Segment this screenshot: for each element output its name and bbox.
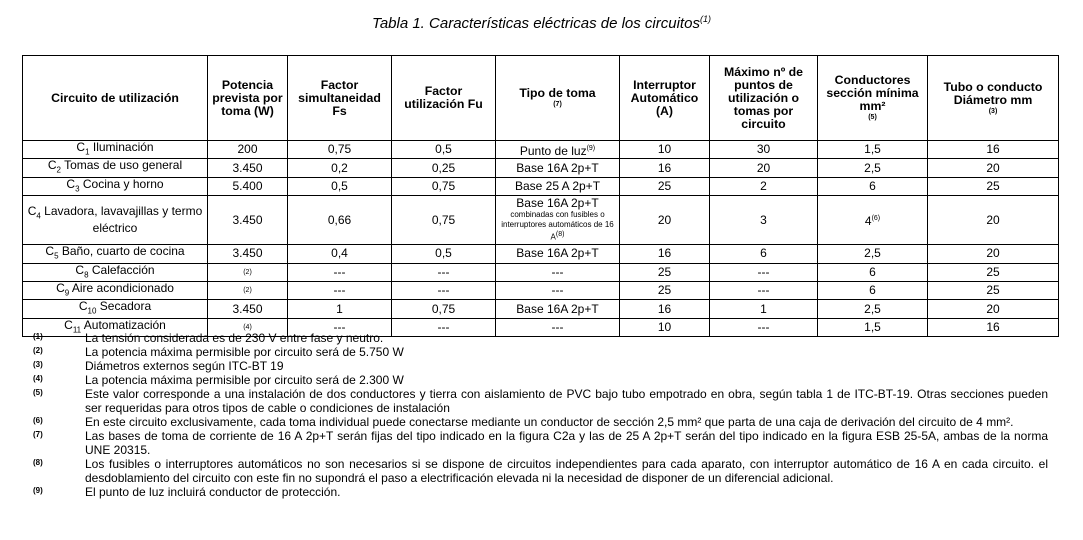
circuit-name: Secadora [96, 299, 152, 314]
interruptor-cell: 10 [620, 318, 710, 336]
footnote-text: La potencia máxima permisible por circuito será de 2.300 W [85, 373, 404, 387]
maximo-cell: 6 [710, 245, 818, 263]
circuit-sub: 9 [64, 288, 70, 298]
circuit-code: C [66, 176, 76, 191]
column-header [23, 56, 208, 141]
fs-cell: 0,4 [288, 245, 392, 263]
footnote [33, 429, 1048, 457]
toma-value: --- [551, 283, 564, 298]
circuit-sub: 10 [87, 306, 97, 316]
circuit-sub: 1 [85, 147, 90, 157]
footnote [33, 457, 1048, 485]
toma-value: Base 16A 2p+T [516, 301, 599, 316]
fu-cell: 0,5 [392, 141, 496, 159]
seccion-cell [818, 263, 928, 281]
seccion-value: 1,5 [864, 319, 881, 334]
table-row [23, 245, 1059, 263]
toma-extra: combinadas con fusibles o interruptores automáticos de 16 $A^{(8)}$ [501, 210, 614, 242]
seccion-value: 2,5 [864, 301, 881, 316]
fs-cell: --- [288, 318, 392, 336]
footnote-text: Las bases de toma de corriente de 16 A 2p+T serán fijas del tipo indicado en la figura C2a y las de 25 A 2p+T serán del tipo indicado en la figura ESB 25-5A, ambas de la norma UNE 20315. [85, 429, 1048, 457]
column-header [496, 56, 620, 141]
tubo-cell: 20 [928, 196, 1059, 245]
interruptor-cell: 20 [620, 196, 710, 245]
fu-cell: --- [392, 281, 496, 299]
table-row [23, 263, 1059, 281]
circuit-name: Tomas de uso general [60, 158, 183, 173]
potencia-cell [208, 300, 288, 318]
potencia-cell [208, 245, 288, 263]
footnote-mark: (7) [33, 430, 43, 439]
circuit-sub: 5 [54, 251, 59, 261]
maximo-cell: --- [710, 263, 818, 281]
column-header-label: Interruptor Automático (A) [630, 77, 699, 118]
footnote-mark: (1) [33, 332, 43, 341]
circuit-name: Automatización [81, 317, 166, 332]
tubo-cell: 16 [928, 141, 1059, 159]
circuit-cell [23, 177, 208, 195]
seccion-cell [818, 196, 928, 245]
seccion-cell [818, 281, 928, 299]
column-header [928, 56, 1059, 141]
table-row [23, 281, 1059, 299]
table-title-text: Tabla 1. Características eléctricas de los circuitos [372, 15, 700, 32]
footnote [33, 373, 1048, 387]
footnote [33, 359, 1048, 373]
circuit-cell [23, 263, 208, 281]
toma-cell [496, 281, 620, 299]
footnote [33, 415, 1048, 429]
circuit-code: C [78, 299, 88, 314]
circuit-code: C [64, 317, 73, 332]
maximo-cell: 2 [710, 177, 818, 195]
potencia-cell [208, 281, 288, 299]
toma-value: --- [551, 319, 564, 334]
tubo-cell: 25 [928, 177, 1059, 195]
seccion-value: 1,5 [864, 142, 881, 157]
circuit-sub: 11 [72, 325, 82, 335]
table-title [0, 14, 1083, 32]
column-header [288, 56, 392, 141]
potencia-cell [208, 141, 288, 159]
potencia-note: (2) [243, 287, 252, 295]
circuit-sub: 4 [36, 211, 41, 221]
footnote [33, 485, 1048, 499]
circuit-name: Baño, cuarto de cocina [58, 244, 185, 259]
potencia-value: 200 [237, 142, 258, 157]
table-row [23, 177, 1059, 195]
header-row [23, 56, 1059, 141]
toma-cell [496, 263, 620, 281]
seccion-cell [818, 300, 928, 318]
footnote-text: Los fusibles o interruptores automáticos no son necesarios si se dispone de circuitos independientes para cada aparato, con interruptor automático de 16 A en cada circuito. el desdoblamiento del circuito con este fin no supondrá el paso a electrificación elevada ni la necesidad de disponer de un diferencial adicional. [85, 457, 1048, 485]
fs-cell: --- [288, 263, 392, 281]
table-body [23, 141, 1059, 337]
circuit-sub: 3 [75, 184, 80, 194]
seccion-value: 6 [869, 283, 876, 298]
column-header-label: Conductores sección mínima mm² [826, 73, 919, 113]
table-row [23, 159, 1059, 177]
potencia-cell [208, 159, 288, 177]
fu-cell: 0,75 [392, 300, 496, 318]
maximo-cell: 30 [710, 141, 818, 159]
interruptor-cell: 10 [620, 141, 710, 159]
toma-cell [496, 177, 620, 195]
footnote-mark: (5) [33, 388, 43, 397]
fs-cell: 0,66 [288, 196, 392, 245]
circuit-name: Aire acondicionado [69, 280, 174, 295]
seccion-value: 6 [869, 178, 876, 193]
interruptor-cell: 16 [620, 245, 710, 263]
tubo-cell: 25 [928, 263, 1059, 281]
circuit-cell [23, 300, 208, 318]
toma-cell [496, 245, 620, 263]
circuit-cell [23, 281, 208, 299]
fs-cell: --- [288, 281, 392, 299]
toma-value: Base 16A 2p+T [516, 246, 599, 261]
circuits-table [22, 55, 1059, 337]
fu-cell: 0,75 [392, 177, 496, 195]
column-header-label: Máximo nº de puntos de utilización o tomas por circuito [724, 64, 803, 131]
seccion-value: 2,5 [864, 160, 881, 175]
fs-cell: 0,2 [288, 159, 392, 177]
toma-cell [496, 141, 620, 159]
circuit-code: C [27, 203, 37, 218]
potencia-value: 3.450 [232, 212, 263, 227]
toma-cell [496, 196, 620, 245]
footnote-mark: (4) [33, 374, 43, 383]
interruptor-cell: 16 [620, 159, 710, 177]
fu-cell: 0,5 [392, 245, 496, 263]
table-title-note: (1) [699, 14, 711, 24]
footnote [33, 345, 1048, 359]
footnote-text: Diámetros externos según ITC-BT 19 [85, 359, 284, 373]
circuit-name: Iluminación [89, 140, 154, 154]
circuit-cell [23, 245, 208, 263]
potencia-note: (4) [243, 323, 252, 331]
tubo-cell: 20 [928, 245, 1059, 263]
toma-value: Base 16A 2p+T [516, 196, 599, 211]
footnote-mark: (9) [33, 486, 43, 495]
fu-cell: --- [392, 318, 496, 336]
seccion-cell [818, 245, 928, 263]
toma-value: Base 16A 2p+T [516, 160, 599, 175]
footnote-text: Este valor corresponde a una instalación de dos conductores y tierra con aislamiento de PVC bajo tubo empotrado en obra, según tabla 1 de ITC-BT-19. Otras secciones pueden ser requeridas para otros tipos de cable o condiciones de instalación [85, 387, 1048, 415]
circuit-cell [23, 159, 208, 177]
potencia-value: 3.450 [232, 160, 263, 175]
circuit-code: C [75, 262, 85, 277]
seccion-cell [818, 159, 928, 177]
interruptor-cell: 25 [620, 281, 710, 299]
footnote-text: En este circuito exclusivamente, cada toma individual puede conectarse mediante un conductor de sección 2,5 mm² que parta de una caja de derivación del circuito de 4 mm². [85, 415, 1014, 429]
footnote-mark: (3) [33, 360, 43, 369]
column-header [392, 56, 496, 141]
column-header [620, 56, 710, 141]
potencia-value: 3.450 [232, 301, 263, 316]
seccion-note: (6) [871, 215, 881, 223]
footnote [33, 387, 1048, 415]
footnote-mark: (8) [33, 458, 43, 467]
footnote-mark: (6) [33, 416, 43, 425]
potencia-value: 5.400 [232, 178, 263, 193]
interruptor-cell: 25 [620, 263, 710, 281]
footnotes [33, 331, 1048, 499]
table-row [23, 300, 1059, 318]
fu-cell: 0,75 [392, 196, 496, 245]
maximo-cell: 20 [710, 159, 818, 177]
column-header-label: Tipo de toma [519, 86, 596, 100]
footnote-mark: (2) [33, 346, 43, 355]
maximo-cell: 1 [710, 300, 818, 318]
tubo-cell: 16 [928, 318, 1059, 336]
circuit-name: Lavadora, lavavajillas y termo eléctrico [40, 203, 203, 236]
toma-cell [496, 159, 620, 177]
fu-cell: 0,25 [392, 159, 496, 177]
circuit-sub: 8 [84, 269, 89, 279]
column-header-label: Circuito de utilización [51, 90, 179, 105]
toma-value: --- [551, 264, 564, 279]
circuit-name: Cocina y horno [79, 176, 164, 191]
interruptor-cell: 25 [620, 177, 710, 195]
tubo-cell: 20 [928, 159, 1059, 177]
potencia-note: (2) [243, 268, 252, 276]
potencia-value: 3.450 [232, 246, 263, 261]
interruptor-cell: 16 [620, 300, 710, 318]
column-header [818, 56, 928, 141]
seccion-value: 6 [869, 264, 876, 279]
seccion-value: 2,5 [864, 246, 881, 261]
column-header-note: (5) [868, 114, 877, 121]
column-header [208, 56, 288, 141]
toma-note: (9) [586, 144, 596, 152]
fs-cell: 0,5 [288, 177, 392, 195]
seccion-value: 4 [864, 214, 872, 229]
circuit-sub: 2 [56, 165, 61, 175]
circuit-cell [23, 196, 208, 245]
column-header [710, 56, 818, 141]
tubo-cell: 25 [928, 281, 1059, 299]
column-header-label: Factor utilización Fu [404, 84, 483, 111]
toma-value: Base 25 A 2p+T [514, 178, 601, 193]
column-header-note: (3) [988, 107, 998, 115]
fu-cell: --- [392, 263, 496, 281]
circuit-code: C [76, 140, 86, 154]
toma-extra-note: (8) [555, 231, 565, 239]
tubo-cell: 20 [928, 300, 1059, 318]
column-header-label: Factor simultaneidad Fs [298, 77, 381, 118]
potencia-cell [208, 196, 288, 245]
circuit-name: Calefacción [88, 262, 155, 277]
seccion-cell [818, 141, 928, 159]
circuit-code: C [56, 280, 65, 295]
circuit-code: C [45, 244, 55, 259]
footnote-text: La potencia máxima permisible por circuito será de 5.750 W [85, 345, 404, 359]
circuit-cell [23, 141, 208, 159]
potencia-cell [208, 263, 288, 281]
fs-cell: 1 [288, 300, 392, 318]
toma-value: Punto de luz [519, 143, 587, 158]
seccion-cell [818, 177, 928, 195]
maximo-cell: --- [710, 318, 818, 336]
potencia-cell [208, 177, 288, 195]
maximo-cell: 3 [710, 196, 818, 245]
table-row [23, 141, 1059, 159]
column-header-label: Potencia prevista por toma (W) [212, 77, 283, 118]
column-header-label: Tubo o conducto Diámetro mm [943, 79, 1043, 107]
footnote-text: La tensión considerada es de 230 V entre fase y neutro. [85, 331, 384, 345]
maximo-cell: --- [710, 281, 818, 299]
column-header-note: (7) [553, 101, 562, 108]
footnote-text: El punto de luz incluirá conductor de protección. [85, 485, 341, 499]
toma-cell [496, 300, 620, 318]
fs-cell: 0,75 [288, 141, 392, 159]
footnote [33, 331, 1048, 345]
table-row [23, 196, 1059, 245]
circuit-code: C [47, 158, 57, 173]
